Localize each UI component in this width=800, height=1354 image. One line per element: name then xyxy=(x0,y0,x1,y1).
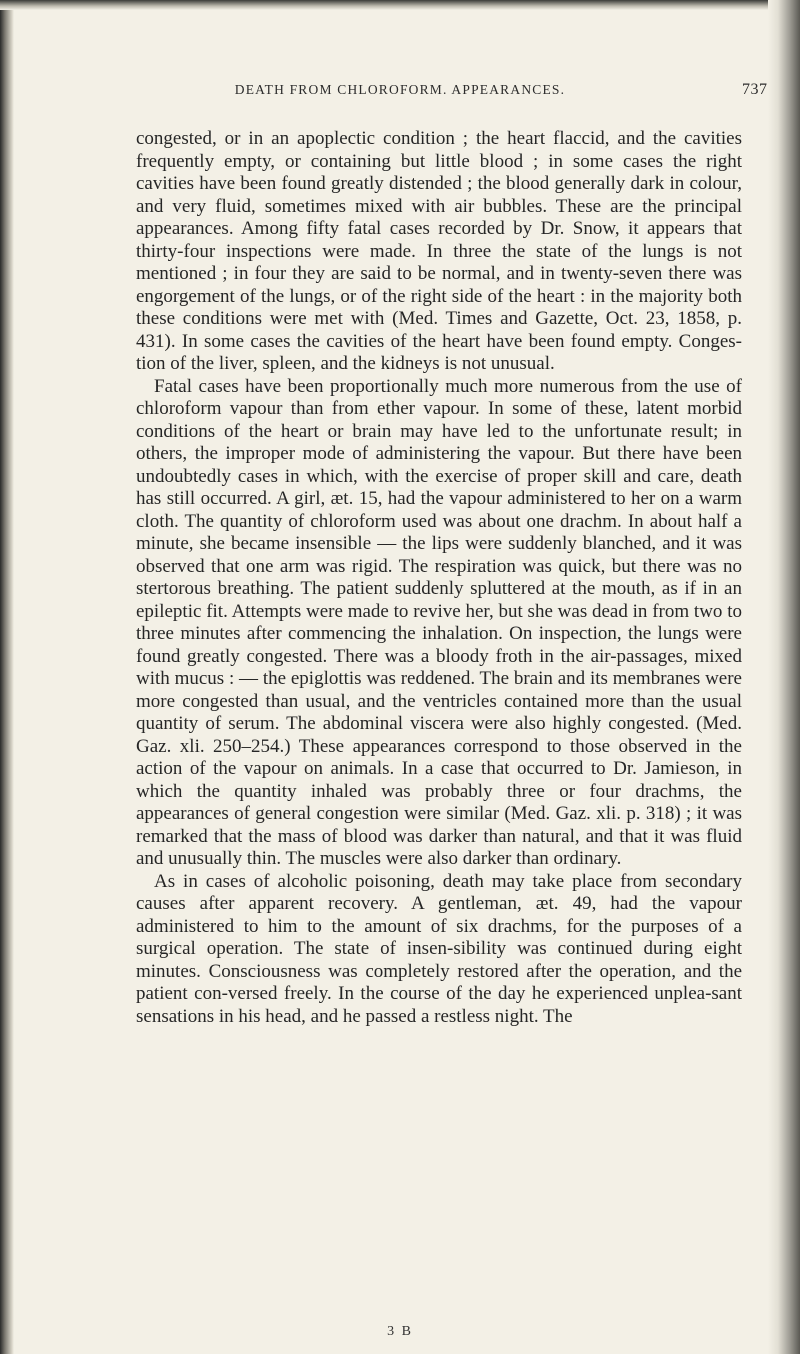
body-text xyxy=(136,128,742,1028)
running-head: DEATH FROM CHLOROFORM. APPEARANCES. xyxy=(234,82,566,97)
page-left-edge-shadow xyxy=(0,0,14,1354)
paragraph: Fatal cases have been proportionally much more numerous from the use of chloroform vapour than from ether vapour. In some of these, latent morbid conditions of the heart or brain may have led to the unfortunate result; in others, the improper mode of administering the vapour. But there have been undoubtedly cases in which, with the exercise of proper skill and care, death has still occurred. A girl, æt. 15, had the vapour administered to her on a warm cloth. The quantity of chloroform used was about one drachm. In about half a minute, she became insensible — the lips were suddenly blanched, and it was observed that one arm was rigid. The respiration was quick, but there was no stertorous breathing. The patient suddenly spluttered at the mouth, as if in an epileptic fit. Attempts were made to revive her, but she was dead in from two to three minutes after commencing the inhalation. On inspection, the lungs were found greatly congested. There was a bloody froth in the air-passages, mixed with mucus : — the epiglottis was reddened. The brain and its membranes were more congested than usual, and the ventricles contained more than the usual quantity of serum. The abdominal viscera were also highly congested. (Med. Gaz. xli. 250–254.) These appearances correspond to those observed in the action of the vapour on animals. In a case that occurred to Dr. Jamieson, in which the quantity inhaled was probably three or four drachms, the appearances of general congestion were similar (Med. Gaz. xli. p. 318) ; it was remarked that the mass of blood was darker than natural, and that it was fluid and unusually thin. The muscles were also darker than ordinary. xyxy=(136,375,742,869)
paragraph: As in cases of alcoholic poisoning, death may take place from secondary causes after apparent recovery. A gentleman, æt. 49, had the vapour administered to him to the amount of six drachms, for the purposes of a surgical operation. The state of insen-sibility was continued during eight minutes. Consciousness was completely restored after the operation, and the patient con-versed freely. In the course of the day he experienced unplea-sant sensations in his head, and he passed a restless night. The xyxy=(136,870,742,1027)
page-right-edge-shadow xyxy=(768,0,800,1354)
page-header xyxy=(0,82,800,104)
paragraph: congested, or in an apoplectic condition ; the heart flaccid, and the cavities frequently empty, or containing but little blood ; in some cases the right cavities have been found greatly distended ; the blood generally dark in colour, and very fluid, sometimes mixed with air bubbles. These are the principal appearances. Among fifty fatal cases recorded by Dr. Snow, it appears that thirty-four inspections were made. In three the state of the lungs is not mentioned ; in four they are said to be normal, and in twenty-seven there was engorgement of the lungs, or of the right side of the heart : in the majority both these conditions were met with (Med. Times and Gazette, Oct. 23, 1858, p. 431). In some cases the cavities of the heart have been found empty. Conges-tion of the liver, spleen, and the kidneys is not unusual. xyxy=(136,128,742,374)
page-number: 737 xyxy=(742,81,768,98)
signature-mark: 3 B xyxy=(387,1324,413,1339)
page-top-edge-shadow xyxy=(0,0,800,10)
